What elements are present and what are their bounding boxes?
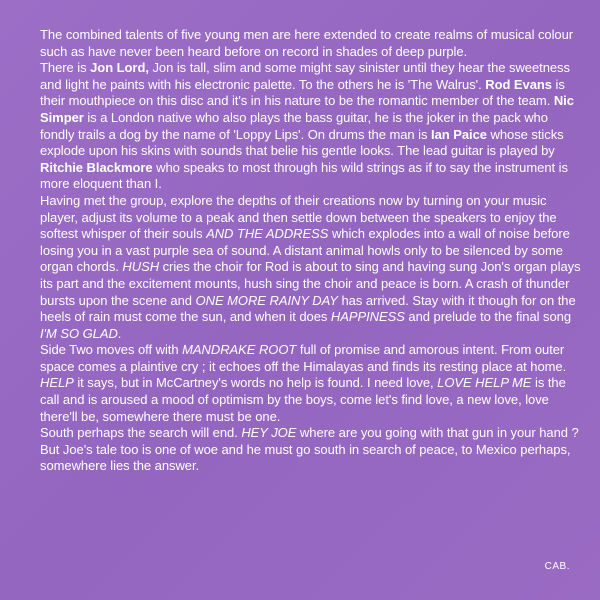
members-text-6: who speaks to most through his wild strings as if to say the instrument is more eloquent than I. (40, 159, 568, 192)
side-one-text-2: which explodes into a wall of noise before losing you in a vast purple sea of sound. A distant animal howls only to be silenced by some organ chords. (40, 226, 570, 275)
song-title-mandrake-root: MANDRAKE ROOT (182, 342, 297, 358)
members-text-5: whose sticks explode upon his skins with sounds that belie his gentle looks. The lead guitar is played by (40, 126, 564, 159)
closing-text-2: where are you going with that gun in your hand ? But Joe's tale too is one of woe and he must go south in search of peace, to Mexico perhaps, somewhere lies the answer. (40, 425, 579, 474)
liner-notes (40, 27, 585, 475)
side-one-text-6: . (117, 325, 122, 341)
song-title-happiness: HAPPINESS (330, 309, 405, 325)
song-title-and-the-address: AND THE ADDRESS (206, 226, 329, 242)
song-title-love-help-me: LOVE HELP ME (437, 375, 532, 391)
member-name-rod-evans: Rod Evans (485, 76, 552, 92)
members-paragraph (40, 60, 585, 193)
closing-text-1: South perhaps the search will end. (40, 425, 242, 441)
members-text-2: Jon is tall, slim and some might say sinister until they hear the sweetness and light he paints with his electronic palette. To the others he is 'The Walrus'. (40, 60, 570, 92)
closing-paragraph (40, 425, 585, 475)
side-two-text-3: it says, but in McCartney's words no help is found. I need love, (73, 375, 438, 391)
members-text-3: is their mouthpiece on this disc and it's in his nature to be the romantic member of the team. (40, 76, 565, 109)
side-one-text-1: Having met the group, explore the depths of their creations now by turning on your music player, adjust its volume to a peak and then settle down between the speakers to enjoy the softest whisper of their souls (40, 192, 557, 242)
author-signature: CAB. (544, 561, 570, 572)
side-one-text-3: cries the choir for Rod is about to sing and having sung Jon's organ plays its part and the excitement mounts, hush sing the choir and peace is born. A crash of thunder bursts upon the scene and (40, 259, 581, 308)
song-title-help: HELP (40, 375, 74, 391)
side-one-text-5: and prelude to the final song (404, 309, 572, 325)
side-two-paragraph (40, 342, 585, 425)
side-one-paragraph (40, 193, 585, 342)
members-text-4: is a London native who also plays the bass guitar, he is the joker in the pack who fondly trails a dog by the name of 'Loppy Lips'. On drums the man is (40, 109, 548, 142)
side-two-text-4: is the call and is aroused a mood of optimism by the boys, come let's find love, a new love, love there'll be, somewhere there must be one. (40, 375, 566, 424)
intro-paragraph: The combined talents of five young men are here extended to create realms of musical colour such as have never been heard before on record in shades of deep purple. (40, 27, 574, 59)
member-name-nic-simper: Nic Simper (40, 93, 574, 125)
members-text-1: There is (40, 60, 91, 76)
member-name-ian-paice: Ian Paice (431, 126, 487, 142)
member-name-jon-lord: Jon Lord, (90, 60, 149, 76)
member-name-ritchie-blackmore: Ritchie Blackmore (40, 159, 153, 175)
side-two-text-2: full of promise and amorous intent. From outer space comes a plaintive cry ; it echoes off the Himalayas and finds its resting place at home. (40, 342, 567, 374)
song-title-hey-joe: HEY JOE (241, 425, 297, 441)
side-one-text-4: has arrived. Stay with it though for on the heels of rain must come the sun, and when it does (40, 292, 576, 325)
song-title-hush: HUSH (122, 259, 160, 275)
song-title-one-more-rainy-day: ONE MORE RAINY DAY (195, 292, 338, 308)
side-two-text-1: Side Two moves off with (40, 342, 183, 358)
song-title-im-so-glad: I'M SO GLAD (40, 325, 118, 341)
